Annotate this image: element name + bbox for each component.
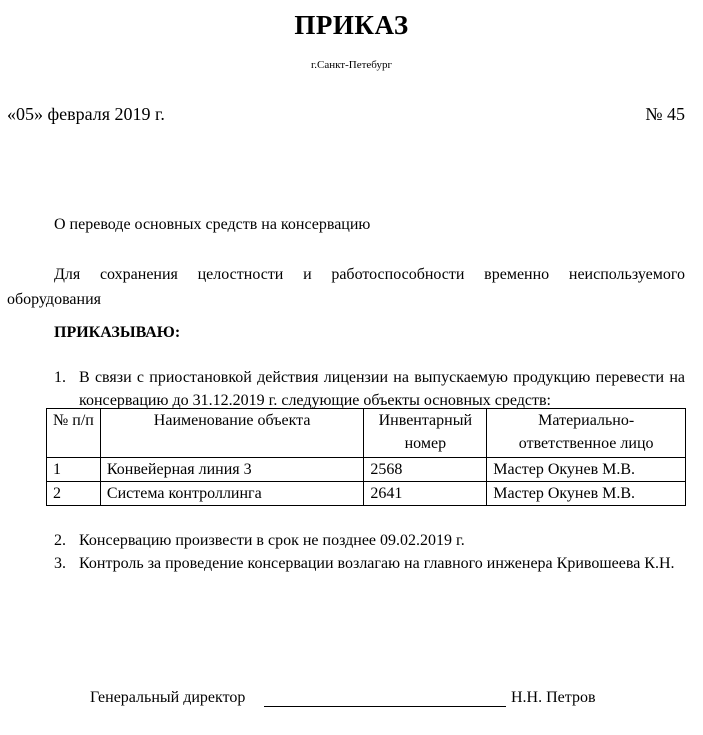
cell-responsible: Мастер Окунев М.В. [487,458,686,482]
order-heading: ПРИКАЗЫВАЮ: [54,324,181,341]
document-date: «05» февраля 2019 г. [7,104,165,124]
cell-inventory: 2641 [364,482,487,506]
order-item-text: Консервацию произвести в срок не позднее 09.02.2019 г. [79,532,465,549]
order-item-number: 3. [54,555,66,572]
signature-name: Н.Н. Петров [511,689,596,706]
cell-name: Конвейерная линия 3 [100,458,363,482]
table-row [47,482,686,506]
cell-inventory: 2568 [364,458,487,482]
header-cell-number: № п/п [47,409,101,458]
order-item-text: Контроль за проведение консервации возлагаю на главного инженера Кривошеева К.Н. [79,555,675,572]
header-cell-inventory: Инвентарный номер [364,409,487,458]
assets-table [46,408,686,506]
cell-name: Система контроллинга [100,482,363,506]
signature-position: Генеральный директор [90,689,246,706]
document-title: ПРИКАЗ [294,10,409,40]
cell-number: 2 [47,482,101,506]
document-subject: О переводе основных средств на консервацию [54,216,371,233]
order-item-number: 2. [54,532,66,549]
document-city: г.Санкт-Петебург [310,59,392,71]
cell-number: 1 [47,458,101,482]
table-header-row [47,409,686,458]
signature-line [264,706,506,707]
document-number: № 45 [645,104,685,124]
document-preamble: Для сохранения целостности и работоспособности временно неиспользуемого оборудования [7,266,685,308]
header-cell-name: Наименование объекта [100,409,363,458]
order-item-number: 1. [54,369,66,386]
header-cell-responsible: Материально-ответственное лицо [487,409,686,458]
cell-responsible: Мастер Окунев М.В. [487,482,686,506]
table-row [47,458,686,482]
order-item-text: В связи с приостановкой действия лицензии на выпускаемую продукцию перевести на консервацию до 31.12.2019 г. следующие объекты основных средств: [79,369,685,409]
